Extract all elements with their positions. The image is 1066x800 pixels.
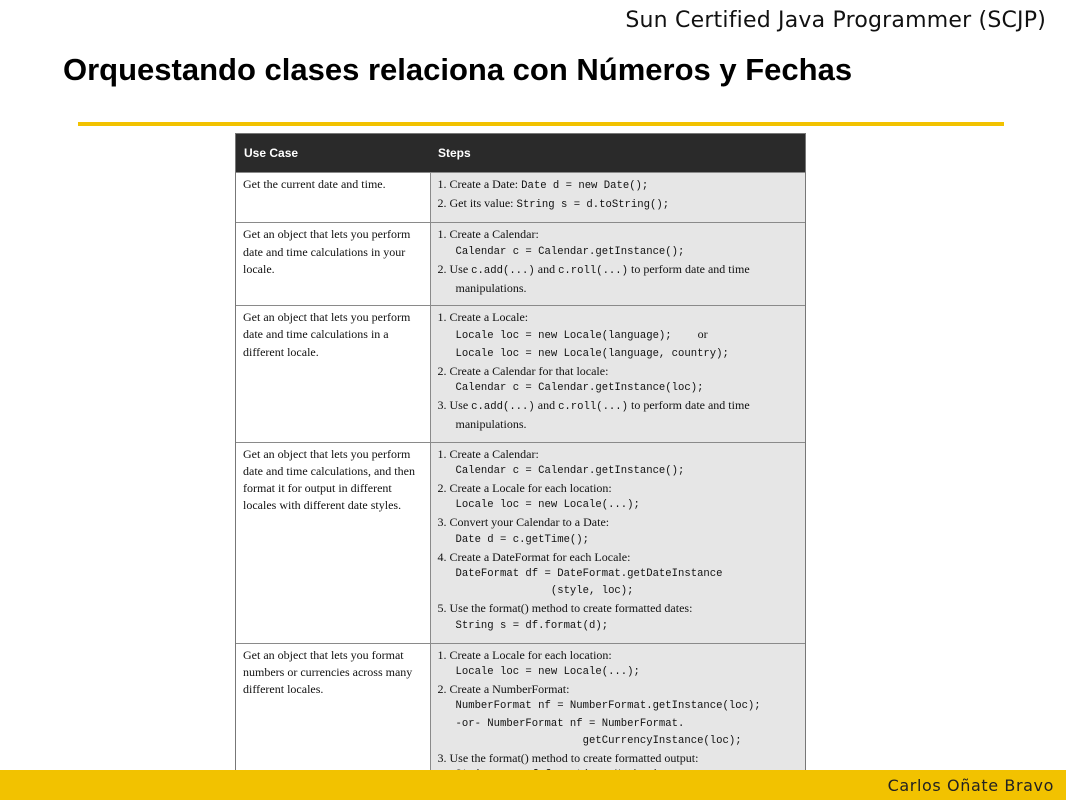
use-case-table-container — [235, 133, 806, 794]
table-row — [236, 306, 805, 442]
use-case-cell: Get the current date and time. — [236, 173, 430, 223]
code-snippet: String s = d.toString(); — [516, 199, 670, 212]
table-row — [236, 223, 805, 306]
step-line: 3. Use the format() method to create formatted output: — [437, 751, 699, 766]
code-snippet: Locale loc = new Locale(...); — [455, 499, 640, 512]
step-line: 1. Create a Locale for each location: — [437, 647, 612, 662]
code-snippet: Locale loc = new Locale(language, country); — [455, 347, 729, 360]
code-snippet: Locale loc = new Locale(...); — [455, 666, 640, 679]
code-snippet: Calendar c = Calendar.getInstance(); — [455, 245, 685, 258]
step-text: and — [534, 398, 559, 413]
use-case-table — [236, 134, 805, 793]
title-underline — [78, 122, 1004, 126]
step-line: 2. Create a NumberFormat: — [437, 682, 570, 697]
use-case-cell: Get an object that lets you perform date and time calculations in your locale. — [236, 223, 430, 306]
code-snippet: c.roll(...) — [558, 264, 629, 277]
step-text: 2. Use — [437, 261, 472, 276]
step-line — [438, 261, 799, 280]
table-row — [236, 173, 805, 223]
code-snippet: String s = df.format(d); — [455, 619, 609, 632]
step-line: 1. Create a Calendar: — [437, 446, 539, 461]
steps-cell — [430, 442, 805, 643]
code-snippet: Date d = c.getTime(); — [455, 533, 590, 546]
step-continuation: manipulations. — [455, 281, 527, 296]
code-snippet: NumberFormat nf = NumberFormat.getInstance(loc); — [455, 700, 761, 713]
code-snippet: getCurrencyInstance(loc); — [455, 734, 742, 747]
code-snippet: Locale loc = new Locale(language); — [455, 330, 672, 343]
code-snippet: DateFormat df = DateFormat.getDateInstance — [455, 568, 723, 581]
step-line: 3. Convert your Calendar to a Date: — [437, 515, 610, 530]
course-brand: Sun Certified Java Programmer (SCJP) — [625, 8, 1046, 33]
code-line — [438, 326, 799, 345]
step-line: 1. Create a Calendar: — [437, 227, 539, 242]
code-snippet: -or- NumberFormat nf = NumberFormat. — [455, 717, 685, 730]
step-line — [438, 397, 799, 416]
header-steps: Steps — [430, 134, 805, 173]
header-use-case: Use Case — [236, 134, 430, 173]
step-line: 5. Use the format() method to create formatted dates: — [437, 601, 693, 616]
step-line — [438, 176, 799, 195]
step-text: 2. Get its value: — [437, 196, 517, 211]
code-snippet: Date d = new Date(); — [521, 180, 649, 192]
step-line: 2. Create a Calendar for that locale: — [437, 363, 609, 378]
slide-title: Orquestando clases relaciona con Números y Fechas — [63, 52, 853, 87]
use-case-cell: Get an object that lets you format numbers or currencies across many different locales. — [236, 643, 430, 792]
table-row — [236, 442, 805, 643]
use-case-cell: Get an object that lets you perform date and time calculations, and then format it for output in different locales with different date styles. — [236, 442, 430, 643]
step-text: 1. Create a Date: — [437, 177, 522, 191]
step-text: to perform date and time — [628, 398, 750, 413]
step-line — [438, 195, 799, 214]
code-snippet: c.roll(...) — [558, 401, 629, 414]
steps-cell — [430, 306, 805, 442]
code-snippet: c.add(...) — [471, 401, 535, 414]
code-snippet: (style, loc); — [455, 585, 634, 598]
code-snippet: Calendar c = Calendar.getInstance(loc); — [455, 382, 704, 395]
table-header-row — [236, 134, 805, 173]
step-line: 2. Create a Locale for each location: — [437, 481, 612, 496]
step-text: to perform date and time — [628, 261, 750, 276]
step-text: and — [534, 261, 559, 276]
step-continuation: manipulations. — [455, 417, 527, 432]
use-case-cell: Get an object that lets you perform date and time calculations in a different locale. — [236, 306, 430, 442]
step-line: 1. Create a Locale: — [437, 310, 529, 325]
steps-cell — [430, 223, 805, 306]
code-snippet: c.add(...) — [471, 264, 535, 277]
author-name: Carlos Oñate Bravo — [887, 776, 1054, 795]
steps-cell — [430, 173, 805, 223]
or-text: or — [697, 327, 708, 342]
code-snippet: Calendar c = Calendar.getInstance(); — [455, 464, 685, 477]
step-text: 3. Use — [437, 398, 472, 413]
step-line: 4. Create a DateFormat for each Locale: — [437, 549, 631, 564]
